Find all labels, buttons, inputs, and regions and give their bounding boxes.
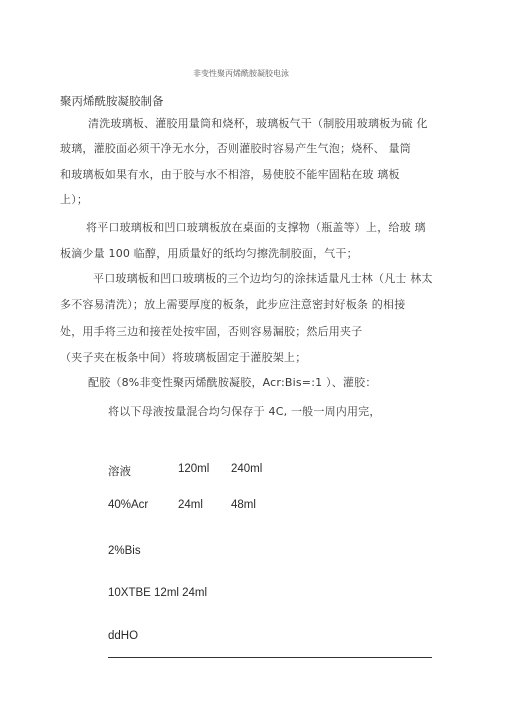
paragraph-line: 将以下母液按量混合均匀保存于 4C, 一般一周内用完， <box>108 405 381 418</box>
paragraph-line: 平口玻璃板和凹口玻璃板的三个边均匀的涂抹适量凡士林（凡士 林太 <box>93 272 433 285</box>
paragraph-line: 配胶（8%非变性聚丙烯酰胺凝胶，Acr:Bis=:1 ）、灌胶： <box>88 376 377 389</box>
table-cell: 10XTBE 12ml 24ml <box>108 587 208 599</box>
table-cell: 240ml <box>231 463 263 475</box>
table-cell: ddHO <box>108 630 139 642</box>
paragraph-line: 处，用手将三边和接茬处按牢固，否则容易漏胶；然后用夹子 <box>60 325 363 338</box>
table-bottom-rule <box>108 657 432 658</box>
paragraph-line: 上）； <box>60 193 89 206</box>
paragraph-line: 玻璃，灌胶面必须干净无水分，否则灌胶时容易产生气泡；烧杯、 量筒 <box>60 142 411 155</box>
section-heading: 聚丙烯酰胺凝胶制备 <box>60 94 164 108</box>
paragraph-line: 将平口玻璃板和凹口玻璃板放在桌面的支撑物（瓶盖等）上，给玻 璃 <box>86 221 426 234</box>
paragraph-line: 板滴少量 100 临醇，用质量好的纸均匀擦洗制胶面，气干； <box>60 247 358 260</box>
table-cell: 40%Acr <box>108 499 149 511</box>
table-cell: 2%Bis <box>108 545 141 557</box>
table-cell: 120ml <box>178 463 210 475</box>
document-title: 非变性聚丙烯酰胺凝胶电泳 <box>193 69 289 78</box>
paragraph-line: 和玻璃板如果有水，由于胶与水不相溶，易使胶不能牢固粘在玻 璃板 <box>60 168 400 181</box>
table-cell: 48ml <box>231 499 256 511</box>
paragraph-line: 多不容易清洗）；放上需要厚度的板条，此步应注意密封好板条 的相接 <box>60 298 406 311</box>
table-cell: 24ml <box>178 499 203 511</box>
paragraph-line: （夹子夹在板条中间）将玻璃板固定于灌胶架上； <box>60 351 307 364</box>
paragraph-line: 清洗玻璃板、灌胶用量筒和烧杯，玻璃板气干（制胶用玻璃板为硫 化 <box>88 117 428 130</box>
table-cell: 溶液 <box>108 466 131 478</box>
